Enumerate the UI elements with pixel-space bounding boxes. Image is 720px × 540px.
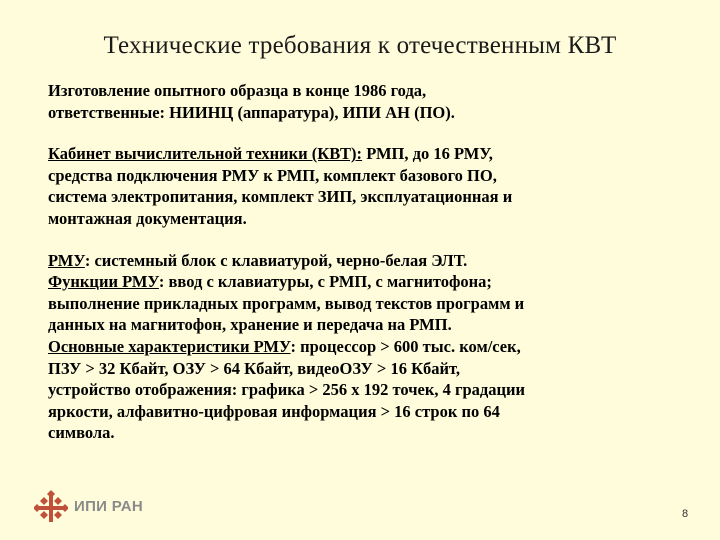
- paragraph-kvt: [48, 143, 668, 229]
- text-line: [48, 143, 668, 165]
- term-rmu-functions: Функции РМУ: [48, 272, 159, 292]
- paragraph-rmu: [48, 250, 668, 444]
- text-line: устройство отображения: графика > 256 x 192 точек, 4 градации: [48, 380, 526, 400]
- text-fragment: : системный блок с клавиатурой, черно-белая ЭЛТ.: [84, 250, 468, 270]
- text-line: [48, 336, 668, 358]
- logo-text: ИПИ РАН: [74, 497, 143, 515]
- slide-body: [48, 80, 668, 464]
- ipi-ran-logo-mark-icon: [34, 489, 68, 523]
- text-line: система электропитания, комплект ЗИП, эксплуатационная и: [48, 187, 513, 207]
- text-fragment: : процессор > 600 тыс. ком/сек,: [290, 336, 521, 356]
- text-line: ответственные: НИИНЦ (аппаратура), ИПИ АН (ПО).: [48, 102, 455, 122]
- slide-title: Технические требования к отечественным КВТ: [103, 32, 617, 59]
- text-line: выполнение прикладных программ, вывод текстов программ и: [48, 293, 525, 313]
- text-line: [48, 250, 668, 272]
- paragraph-prototype: [48, 80, 668, 123]
- text-line: данных на магнитофон, хранение и передача на РМП.: [48, 315, 452, 335]
- page-number: 8: [682, 508, 689, 520]
- text-line: [48, 271, 668, 293]
- ipi-ran-logo: [34, 488, 143, 524]
- text-line: символа.: [48, 423, 115, 443]
- term-kvt: Кабинет вычислительной техники (КВТ):: [48, 144, 363, 164]
- text-fragment: РМП, до 16 РМУ,: [362, 144, 493, 164]
- text-line: монтажная документация.: [48, 208, 247, 228]
- text-line: средства подключения РМУ к РМП, комплект базового ПО,: [48, 165, 497, 185]
- text-fragment: : ввод с клавиатуры, с РМП, с магнитофона;: [158, 272, 492, 292]
- text-line: ПЗУ > 32 Кбайт, ОЗУ > 64 Кбайт, видеоОЗУ > 16 Кбайт,: [48, 358, 461, 378]
- term-rmu-characteristics: Основные характеристики РМУ: [48, 336, 291, 356]
- term-rmu: РМУ: [48, 250, 85, 270]
- text-line: яркости, алфавитно-цифровая информация > 16 строк по 64: [48, 401, 500, 421]
- text-line: Изготовление опытного образца в конце 1986 года,: [48, 81, 427, 100]
